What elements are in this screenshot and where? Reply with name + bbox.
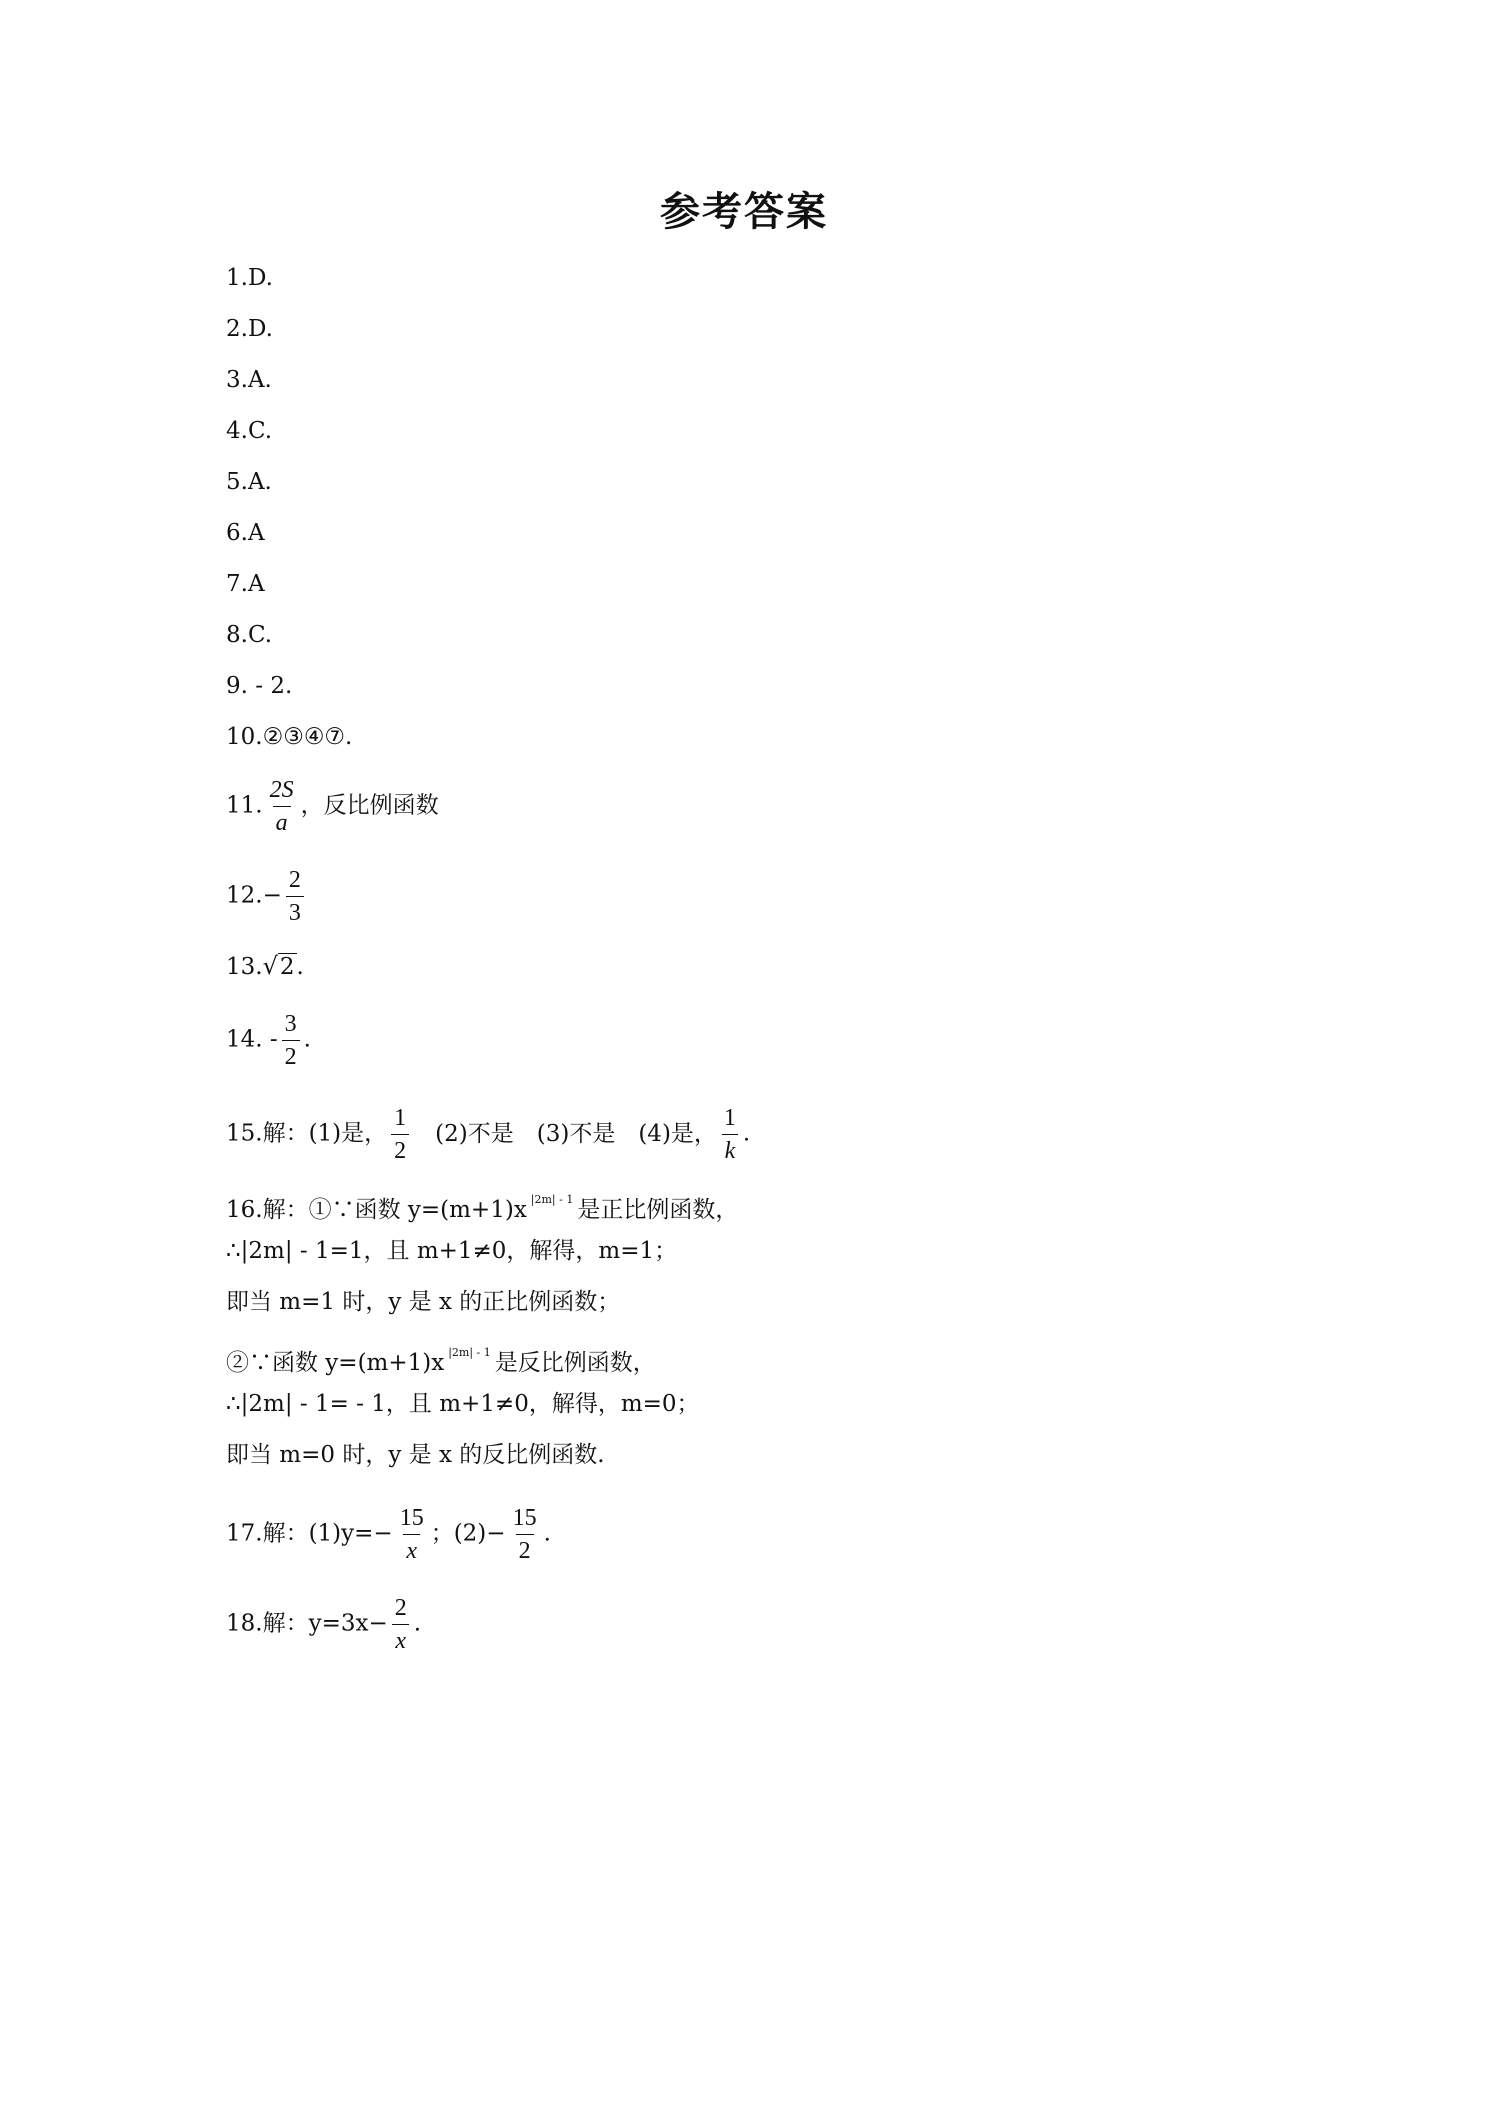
fraction-numerator: 15 (399, 1505, 424, 1531)
fraction (286, 866, 304, 927)
answer-17-suffix: . (543, 1520, 551, 1547)
answer-16-line-2: ∴|2m| - 1=1，且 m+1≠0，解得，m=1； (226, 1238, 678, 1264)
answer-5: 5.A. (226, 469, 272, 495)
answer-16-line-1 (226, 1184, 738, 1226)
fraction-numerator: 2 (394, 1595, 407, 1621)
answer-16-line-6: 即当 m=0 时，y 是 x 的反比例函数. (226, 1442, 605, 1468)
answer-16-line-5: ∴|2m| - 1= - 1，且 m+1≠0，解得，m=0； (226, 1391, 700, 1417)
fraction-denominator: 3 (286, 896, 304, 927)
answer-16-line-4 (226, 1337, 656, 1379)
sqrt-icon: √ (262, 952, 278, 980)
fraction (282, 1010, 300, 1071)
fraction-numerator: 1 (394, 1105, 407, 1131)
fraction (721, 1104, 739, 1165)
answer-8: 8.C. (226, 622, 273, 648)
answer-13-suffix: . (296, 954, 304, 980)
answer-13 (226, 950, 304, 983)
answer-11-prefix: 11. (226, 792, 263, 819)
fraction-numerator: 15 (512, 1505, 537, 1531)
answer-18-prefix: 18.解：y=3x− (226, 1610, 388, 1637)
answer-14 (226, 1010, 311, 1071)
answer-11 (226, 776, 439, 837)
answer-13-prefix: 13. (226, 954, 263, 980)
answer-2: 2.D. (226, 316, 273, 342)
answer-12-prefix: 12.− (226, 882, 282, 909)
answer-3: 3.A. (226, 367, 272, 393)
fraction-denominator: a (273, 806, 291, 837)
answer-16-text: ②∵函数 y=(m+1)x (226, 1350, 445, 1376)
fraction-denominator: x (403, 1534, 420, 1565)
answer-11-suffix: ，反比例函数 (300, 792, 439, 819)
answer-16-text: 16.解：①∵函数 y=(m+1)x (226, 1197, 527, 1223)
fraction (392, 1594, 410, 1655)
answer-14-prefix: 14. - (226, 1026, 278, 1053)
answer-17 (226, 1504, 551, 1565)
fraction-denominator: x (392, 1624, 409, 1655)
fraction (510, 1504, 540, 1565)
answer-18 (226, 1594, 421, 1655)
fraction-denominator: 2 (391, 1134, 409, 1165)
fraction (397, 1504, 427, 1565)
answer-12 (226, 866, 308, 927)
answer-15-middle: (2)不是 (3)不是 (4)是， (435, 1120, 717, 1147)
exponent: |2m| - 1 (448, 1346, 491, 1359)
fraction-denominator: k (722, 1134, 739, 1165)
fraction-numerator: 2 (288, 867, 301, 893)
answer-9: 9. - 2. (226, 673, 293, 699)
sqrt-radicand: 2 (279, 954, 295, 980)
answer-17-prefix: 17.解：(1)y=− (226, 1520, 393, 1547)
answer-15-suffix: . (742, 1120, 751, 1147)
fraction-numerator: 3 (284, 1011, 297, 1037)
fraction (391, 1104, 409, 1165)
answer-15-prefix: 15.解：(1)是， (226, 1120, 388, 1147)
answer-1: 1.D. (226, 265, 273, 291)
answer-16-text: 是反比例函数， (494, 1350, 656, 1376)
answer-16-text: 是正比例函数， (577, 1197, 739, 1223)
fraction-numerator: 1 (723, 1105, 736, 1131)
answer-14-suffix: . (303, 1026, 311, 1053)
answer-18-suffix: . (413, 1610, 422, 1637)
answer-16-line-3: 即当 m=1 时，y 是 x 的正比例函数； (226, 1289, 621, 1315)
fraction-denominator: 2 (282, 1040, 300, 1071)
answer-10: 10.②③④⑦. (226, 724, 353, 750)
fraction-numerator: 2S (269, 777, 294, 803)
fraction (267, 776, 297, 837)
answer-17-middle: ；(2)− (430, 1520, 506, 1547)
exponent: |2m| - 1 (530, 1193, 574, 1206)
answer-6: 6.A (226, 520, 265, 546)
fraction-denominator: 2 (516, 1534, 534, 1565)
answer-4: 4.C. (226, 418, 273, 444)
answer-7: 7.A (226, 571, 265, 597)
answer-15 (226, 1104, 750, 1165)
page-title: 参考答案 (660, 188, 828, 235)
